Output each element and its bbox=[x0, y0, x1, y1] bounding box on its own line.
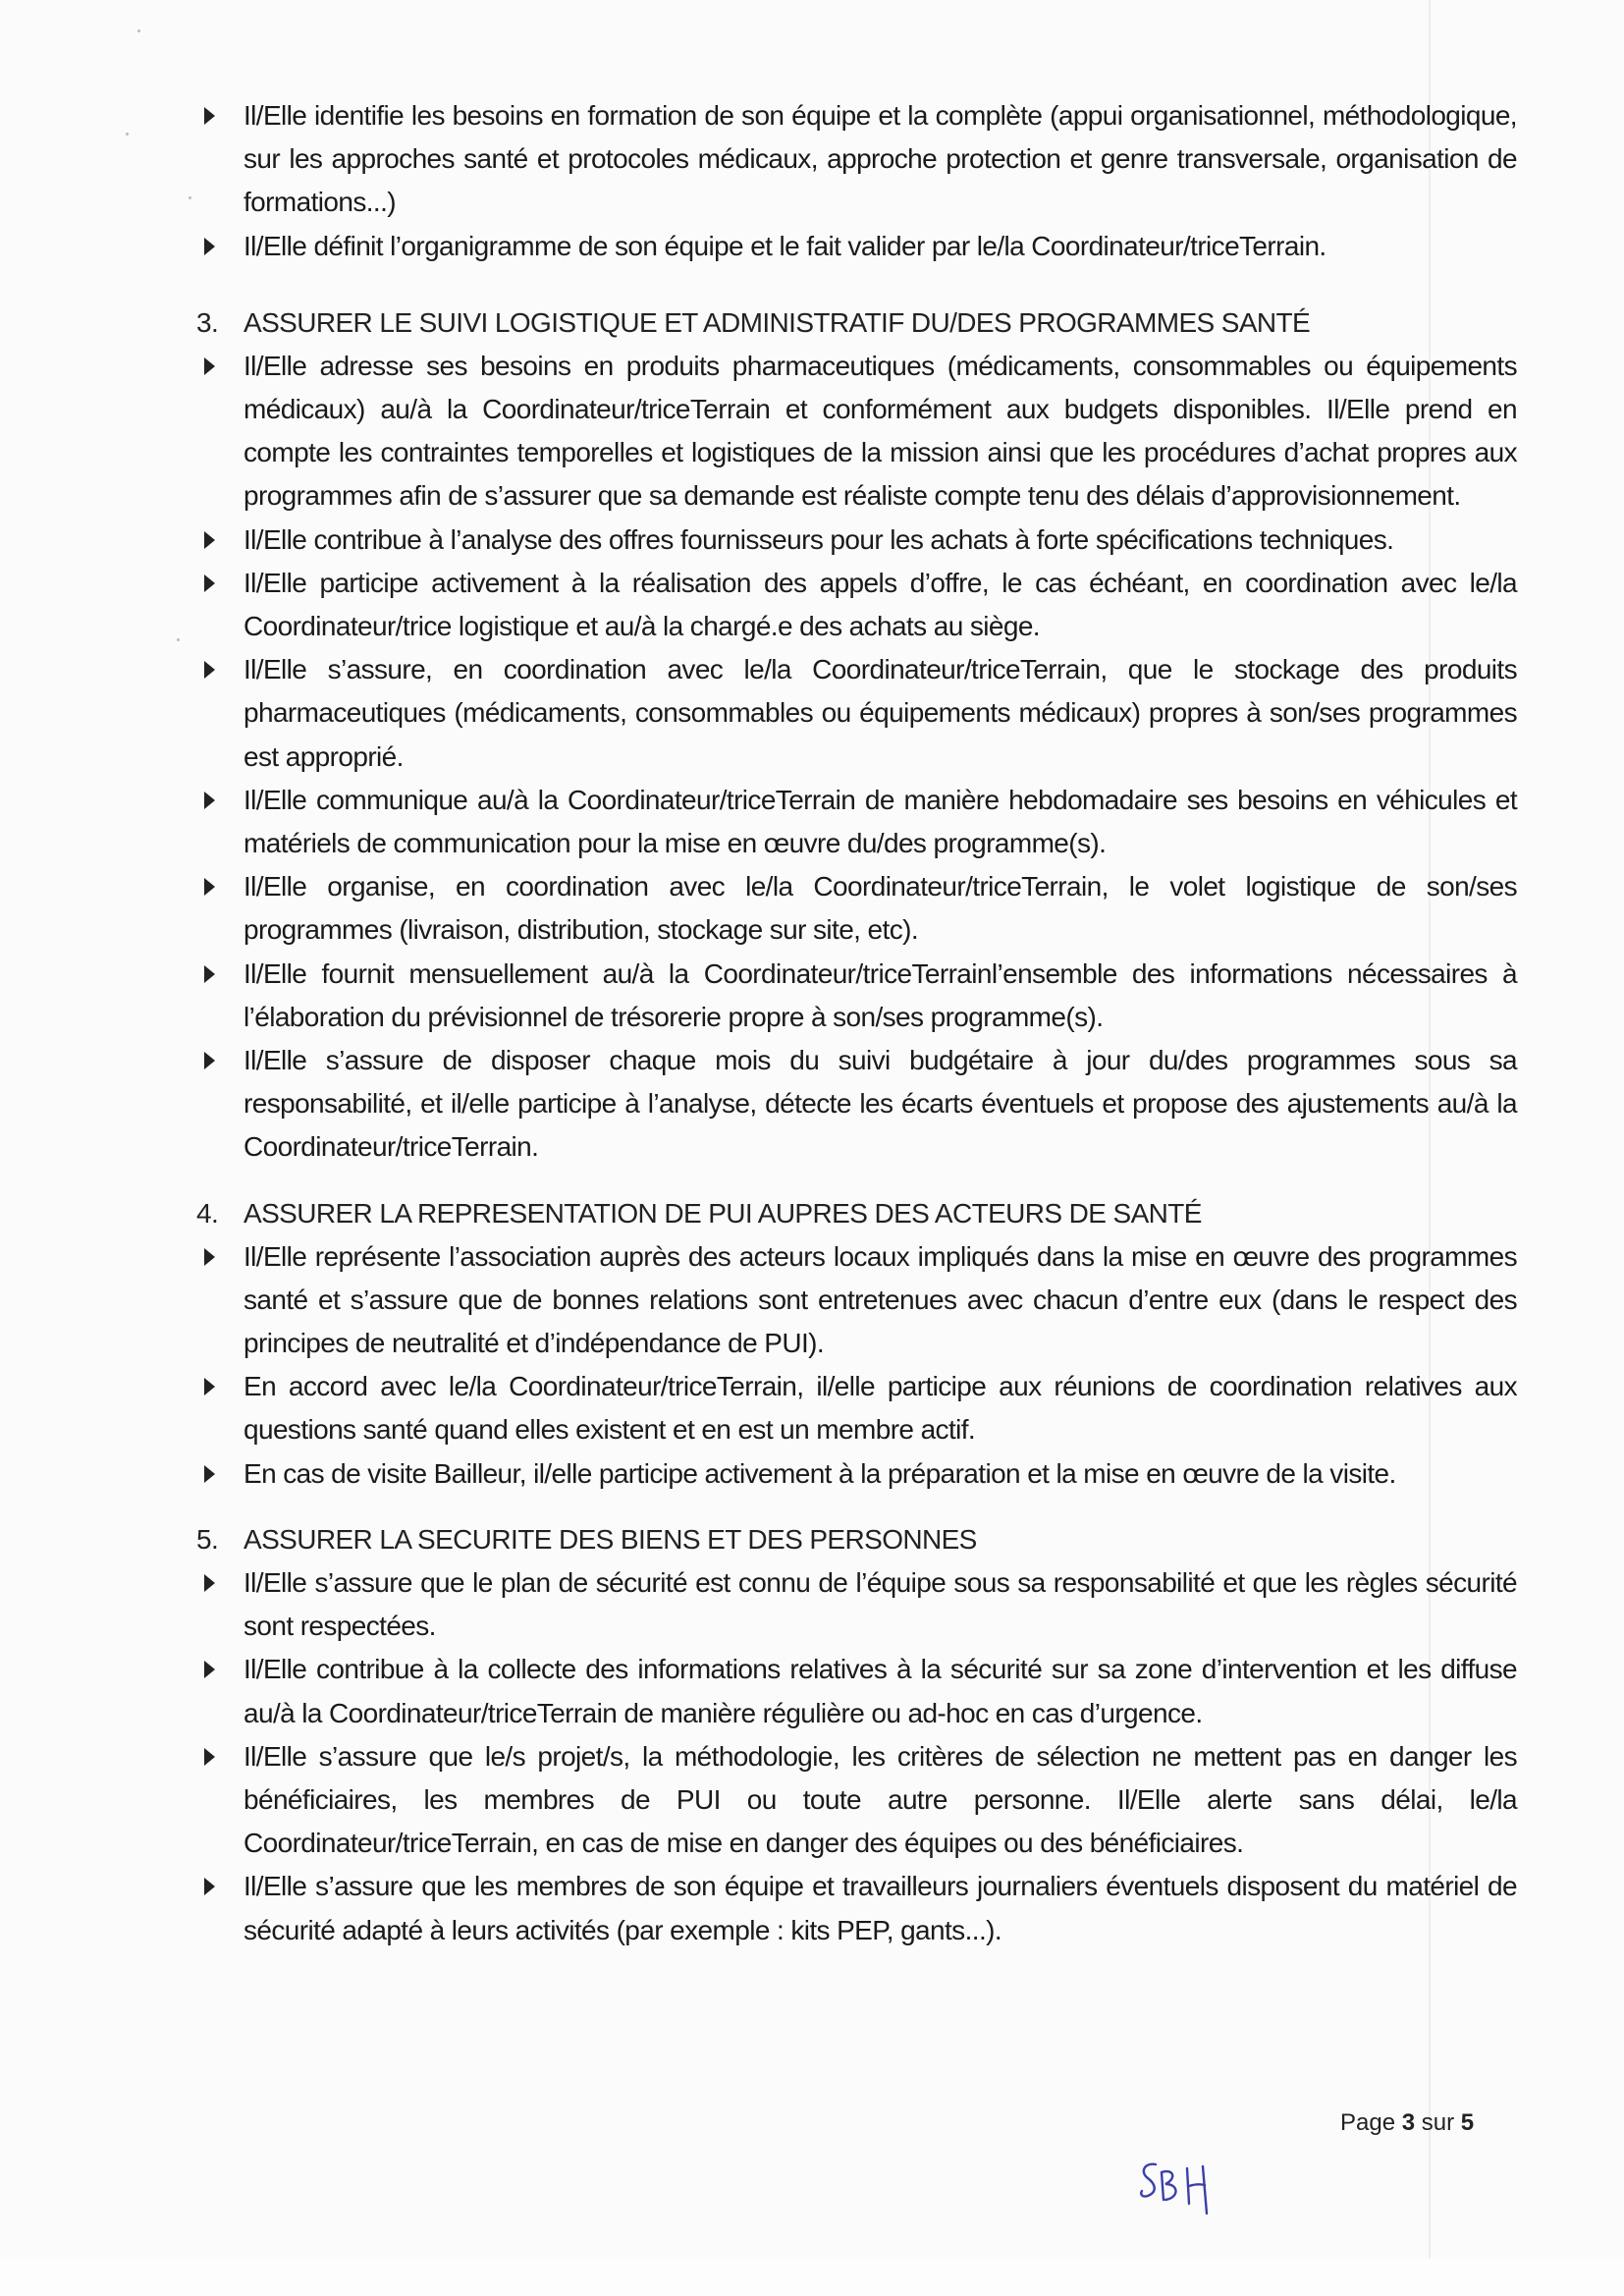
bullet-item bbox=[196, 1365, 1517, 1451]
current-page: 3 bbox=[1401, 2109, 1416, 2136]
bullet-text: Il/Elle identifie les besoins en formation de son équipe et la complète (appui organisationnel, méthodologique, sur les approches santé et protocoles médicaux, approche protection et genre transversale, organisation de formations...) bbox=[244, 100, 1517, 218]
bullet-item bbox=[196, 1039, 1517, 1170]
intro-bullet-list bbox=[196, 94, 1517, 268]
bullet-item bbox=[196, 953, 1517, 1039]
bullet-text: Il/Elle contribue à l’analyse des offres fournisseurs pour les achats à forte spécifications techniques. bbox=[244, 523, 1394, 555]
page-number-footer bbox=[1340, 2109, 1474, 2137]
bullet-item bbox=[196, 94, 1517, 225]
bullet-item bbox=[196, 562, 1517, 648]
bullet-item bbox=[196, 519, 1517, 562]
triangle-bullet-icon bbox=[204, 661, 215, 679]
bullet-item bbox=[196, 1735, 1517, 1866]
bullet-item bbox=[196, 779, 1517, 865]
bullet-item bbox=[196, 1561, 1517, 1648]
bullet-text: Il/Elle fournit mensuellement au/à la Coordinateur/triceTerrainl’ensemble des informations nécessaires à l’élaboration du prévisionnel de trésorerie propre à son/ses programme(s). bbox=[244, 957, 1517, 1032]
triangle-bullet-icon bbox=[204, 531, 215, 549]
bullet-item bbox=[196, 1865, 1517, 1951]
document-body bbox=[196, 94, 1517, 1952]
bullet-text: Il/Elle participe activement à la réalisation des appels d’offre, le cas échéant, en coordination avec le/la Coordinateur/trice logistique et au/à la chargé.e des achats au siège. bbox=[244, 567, 1517, 642]
triangle-bullet-icon bbox=[204, 574, 215, 592]
bullet-text: Il/Elle s’assure que le/s projet/s, la méthodologie, les critères de sélection ne mettent pas en danger les bénéficiaires, les membres de PUI ou toute autre personne. Il/Elle alerte sans délai, le/la Coordinateur/triceTerrain, en cas de mise en danger des équipes ou des bénéficiaires. bbox=[244, 1740, 1517, 1859]
scan-speck bbox=[126, 133, 129, 136]
bullet-item bbox=[196, 345, 1517, 519]
section-5 bbox=[196, 1518, 1517, 1952]
bullet-text: Il/Elle communique au/à la Coordinateur/triceTerrain de manière hebdomadaire ses besoins en véhicules et matériels de communication pour la mise en œuvre du/des programme(s). bbox=[244, 784, 1517, 859]
section-heading bbox=[196, 1518, 1517, 1561]
bullet-item bbox=[196, 648, 1517, 779]
of-word: sur bbox=[1421, 2109, 1455, 2136]
section-3 bbox=[196, 301, 1517, 1170]
triangle-bullet-icon bbox=[204, 1052, 215, 1069]
triangle-bullet-icon bbox=[204, 1574, 215, 1592]
triangle-bullet-icon bbox=[204, 1465, 215, 1483]
section-number: 3. bbox=[196, 306, 219, 338]
section-title: ASSURER LA REPRESENTATION DE PUI AUPRES DES ACTEURS DE SANTÉ bbox=[244, 1197, 1202, 1229]
bullet-text: Il/Elle organise, en coordination avec le/la Coordinateur/triceTerrain, le volet logistique de son/ses programmes (livraison, distribution, stockage sur site, etc). bbox=[244, 871, 1517, 946]
scan-speck bbox=[177, 638, 180, 641]
bullet-item bbox=[196, 1648, 1517, 1734]
triangle-bullet-icon bbox=[204, 1248, 215, 1266]
bullet-text: Il/Elle adresse ses besoins en produits pharmaceutiques (médicaments, consommables ou équipements médicaux) au/à la Coordinateur/triceTerrain et conformément aux budgets disponibles. Il/Elle prend en compte les contraintes temporelles et logistiques de la mission ainsi que les procédures d’achat propres aux programmes afin de s’assurer que sa demande est réaliste compte tenu des délais d’approvisionnement. bbox=[244, 350, 1517, 512]
bullet-text: En accord avec le/la Coordinateur/triceTerrain, il/elle participe aux réunions de coordination relatives aux questions santé quand elles existent et en est un membre actif. bbox=[244, 1371, 1517, 1446]
bullet-text: Il/Elle représente l’association auprès des acteurs locaux impliqués dans la mise en œuvre des programmes santé et s’assure que de bonnes relations sont entretenues avec chacun d’entre eux (dans le respect des principes de neutralité et d’indépendance de PUI). bbox=[244, 1240, 1517, 1359]
triangle-bullet-icon bbox=[204, 357, 215, 375]
triangle-bullet-icon bbox=[204, 792, 215, 809]
handwritten-initials-signature bbox=[1134, 2159, 1232, 2227]
bullet-text: Il/Elle contribue à la collecte des informations relatives à la sécurité sur sa zone d’intervention et les diffuse au/à la Coordinateur/triceTerrain de manière régulière ou ad-hoc en cas d’urgence. bbox=[244, 1654, 1517, 1728]
bullet-text: Il/Elle s’assure que les membres de son équipe et travailleurs journaliers éventuels disposent du matériel de sécurité adapté à leurs activités (par exemple : kits PEP, gants...). bbox=[244, 1871, 1517, 1945]
bullet-item bbox=[196, 225, 1517, 268]
section-title: ASSURER LA SECURITE DES BIENS ET DES PERSONNES bbox=[244, 1523, 977, 1555]
section-heading bbox=[196, 1192, 1517, 1235]
section-title: ASSURER LE SUIVI LOGISTIQUE ET ADMINISTRATIF DU/DES PROGRAMMES SANTÉ bbox=[244, 306, 1311, 338]
triangle-bullet-icon bbox=[204, 238, 215, 255]
bullet-text: Il/Elle s’assure de disposer chaque mois du suivi budgétaire à jour du/des programmes sous sa responsabilité, et il/elle participe à l’analyse, détecte les écarts éventuels et propose des ajustements au/à la Coordinateur/triceTerrain. bbox=[244, 1045, 1517, 1163]
scan-speck bbox=[137, 29, 140, 32]
section-4 bbox=[196, 1192, 1517, 1496]
bullet-text: En cas de visite Bailleur, il/elle participe activement à la préparation et la mise en œuvre de la visite. bbox=[244, 1457, 1396, 1489]
section-number: 4. bbox=[196, 1197, 219, 1229]
bullet-item bbox=[196, 1235, 1517, 1366]
scan-speck bbox=[189, 196, 191, 199]
bullet-item bbox=[196, 1452, 1517, 1496]
triangle-bullet-icon bbox=[204, 1748, 215, 1766]
bullet-text: Il/Elle définit l’organigramme de son équipe et le fait valider par le/la Coordinateur/triceTerrain. bbox=[244, 230, 1326, 261]
triangle-bullet-icon bbox=[204, 1378, 215, 1395]
section-number: 5. bbox=[196, 1523, 219, 1555]
triangle-bullet-icon bbox=[204, 878, 215, 896]
triangle-bullet-icon bbox=[204, 1878, 215, 1895]
total-pages: 5 bbox=[1460, 2109, 1475, 2136]
bullet-item bbox=[196, 865, 1517, 952]
bullet-text: Il/Elle s’assure que le plan de sécurité est connu de l’équipe sous sa responsabilité et que les règles sécurité sont respectées. bbox=[244, 1566, 1517, 1642]
section-heading bbox=[196, 301, 1517, 345]
bullet-text: Il/Elle s’assure, en coordination avec le/la Coordinateur/triceTerrain, que le stockage des produits pharmaceutiques (médicaments, consommables ou équipements médicaux) propres à son/ses programmes est approprié. bbox=[244, 654, 1517, 772]
triangle-bullet-icon bbox=[204, 107, 215, 125]
triangle-bullet-icon bbox=[204, 965, 215, 983]
page-word: Page bbox=[1340, 2109, 1396, 2136]
triangle-bullet-icon bbox=[204, 1661, 215, 1678]
